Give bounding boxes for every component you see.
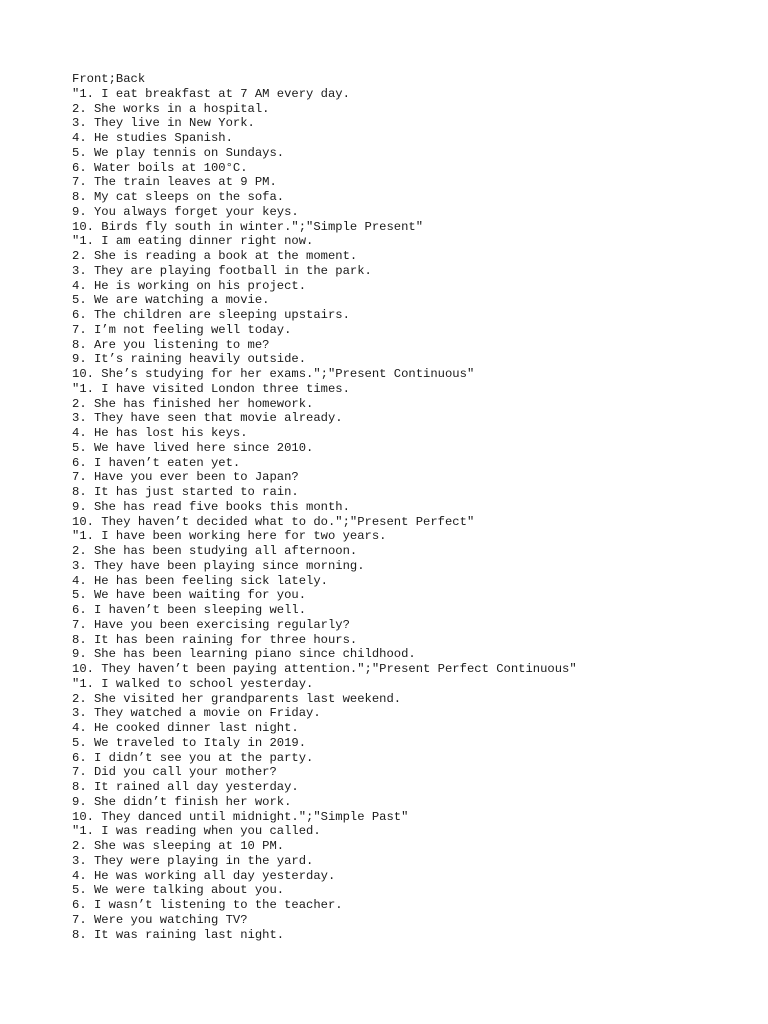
text-line: 3. They were playing in the yard. — [72, 853, 314, 868]
text-line: 5. We are watching a movie. — [72, 293, 270, 308]
text-line: 10. They haven’t been paying attention.";"Present Perfect Continuous" — [72, 662, 577, 676]
text-line: 5. We have lived here since 2010. — [72, 440, 314, 455]
text-line: 9. She didn’t finish her work. — [72, 794, 292, 809]
text-line: 8. It has just started to rain. — [72, 485, 299, 499]
text-line: 6. I didn’t see you at the party. — [72, 750, 314, 765]
text-line: 8. It was raining last night. — [72, 927, 285, 942]
text-line: 7. Have you been exercising regularly? — [72, 617, 350, 632]
text-line: 4. He has lost his keys. — [72, 426, 248, 440]
document-page — [72, 72, 752, 942]
text-line: "1. I am eating dinner right now. — [72, 234, 314, 249]
text-line: "1. I walked to school yesterday. — [72, 676, 314, 691]
text-line: 8. My cat sleeps on the sofa. — [72, 190, 285, 204]
text-line: 4. He studies Spanish. — [72, 131, 233, 145]
text-line: 9. She has been learning piano since childhood. — [72, 647, 416, 662]
text-line: 7. The train leaves at 9 PM. — [72, 175, 277, 190]
text-line: 5. We have been waiting for you. — [72, 588, 307, 603]
document-text-body — [72, 72, 752, 942]
text-line: 9. She has read five books this month. — [72, 499, 350, 514]
text-line: 6. I haven’t been sleeping well. — [72, 603, 307, 617]
text-line: 3. They have been playing since morning. — [72, 558, 365, 573]
text-line: 2. She has been studying all afternoon. — [72, 544, 358, 558]
text-line: 2. She is reading a book at the moment. — [72, 249, 358, 263]
text-line: "1. I was reading when you called. — [72, 824, 321, 839]
text-line: 5. We traveled to Italy in 2019. — [72, 735, 307, 750]
text-line: 4. He cooked dinner last night. — [72, 721, 299, 735]
text-line: 6. The children are sleeping upstairs. — [72, 308, 350, 322]
text-line: 2. She has finished her homework. — [72, 396, 314, 411]
text-line: 10. They danced until midnight.";"Simple Past" — [72, 809, 409, 824]
text-line: 3. They live in New York. — [72, 116, 255, 131]
text-line: 4. He is working on his project. — [72, 278, 307, 293]
header-line: Front;Back — [72, 72, 146, 86]
text-line: 5. We were talking about you. — [72, 883, 285, 898]
text-line: 9. It’s raining heavily outside. — [72, 352, 307, 367]
text-line: 5. We play tennis on Sundays. — [72, 145, 285, 160]
text-line: 9. You always forget your keys. — [72, 204, 299, 219]
text-line: "1. I have visited London three times. — [72, 381, 350, 396]
text-line: 4. He was working all day yesterday. — [72, 868, 336, 883]
text-line: 7. Were you watching TV? — [72, 912, 248, 927]
text-line: 6. Water boils at 100°C. — [72, 160, 248, 175]
text-line: 3. They have seen that movie already. — [72, 411, 343, 426]
text-line: 4. He has been feeling sick lately. — [72, 573, 328, 588]
text-line: "1. I eat breakfast at 7 AM every day. — [72, 86, 350, 101]
text-line: 2. She was sleeping at 10 PM. — [72, 839, 285, 853]
text-line: 7. I’m not feeling well today. — [72, 322, 292, 337]
text-line: 8. It has been raining for three hours. — [72, 632, 358, 647]
text-line: 6. I haven’t eaten yet. — [72, 455, 241, 470]
text-line: 10. She’s studying for her exams.";"Present Continuous" — [72, 367, 475, 381]
text-line: "1. I have been working here for two years. — [72, 529, 387, 544]
text-line: 10. They haven’t decided what to do.";"Present Perfect" — [72, 514, 475, 529]
text-line: 8. Are you listening to me? — [72, 337, 270, 352]
text-line: 7. Have you ever been to Japan? — [72, 470, 299, 485]
text-line: 2. She visited her grandparents last weekend. — [72, 691, 402, 706]
text-line: 3. They are playing football in the park. — [72, 263, 372, 278]
text-line: 2. She works in a hospital. — [72, 101, 270, 116]
text-line: 3. They watched a movie on Friday. — [72, 706, 321, 721]
text-line: 8. It rained all day yesterday. — [72, 780, 299, 794]
text-line: 7. Did you call your mother? — [72, 765, 277, 780]
text-line: 10. Birds fly south in winter.";"Simple Present" — [72, 219, 424, 234]
text-line: 6. I wasn’t listening to the teacher. — [72, 898, 343, 912]
